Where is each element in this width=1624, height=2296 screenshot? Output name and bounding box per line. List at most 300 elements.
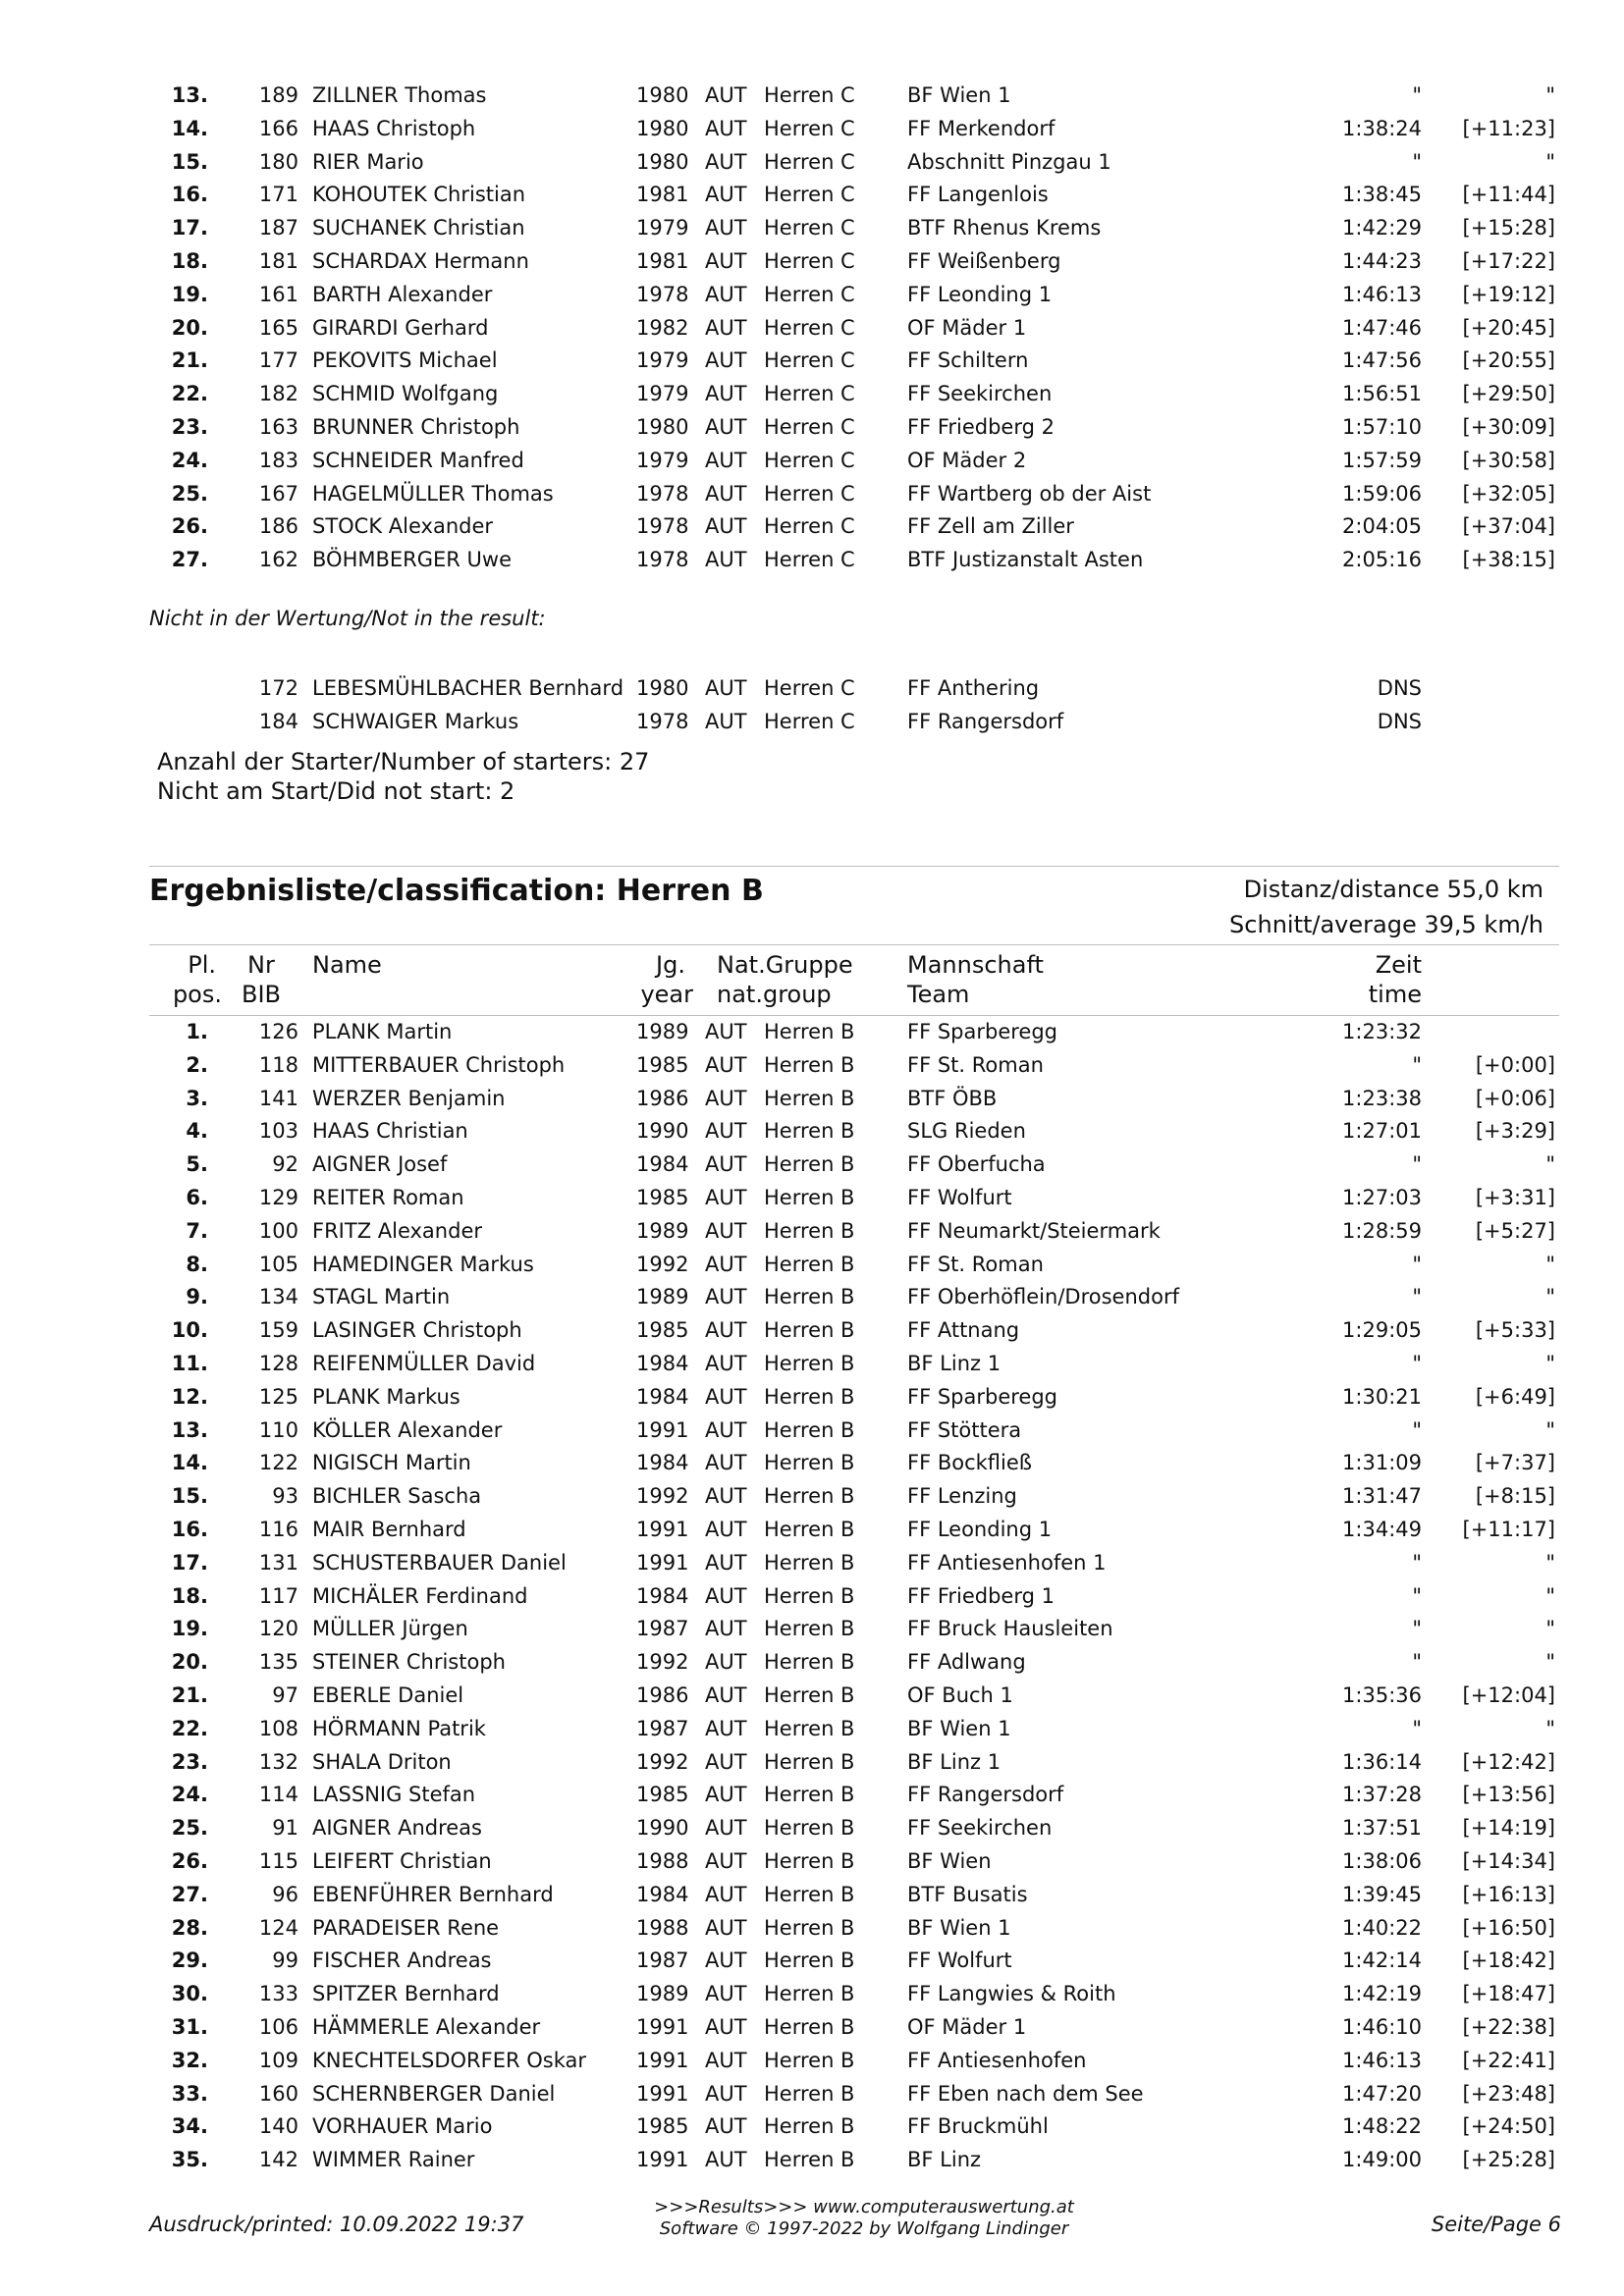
- bib-number: 117: [258, 1583, 298, 1608]
- table-row: [0, 246, 1624, 276]
- birth-year: 1978: [636, 548, 689, 572]
- finish-time: 1:37:28: [1342, 1783, 1422, 1807]
- birth-year: 1985: [636, 2114, 689, 2139]
- time-gap: [+5:27]: [1475, 1218, 1555, 1243]
- nationality: AUT: [705, 1352, 747, 1375]
- team-name: OF Buch 1: [907, 1683, 1013, 1707]
- nationality: AUT: [705, 1816, 747, 1841]
- age-group: Herren C: [764, 448, 855, 472]
- athlete-name: BARTH Alexander: [312, 282, 493, 306]
- finish-time: ": [1412, 1617, 1422, 1641]
- time-gap: ": [1545, 1285, 1555, 1309]
- athlete-name: EBERLE Daniel: [312, 1683, 464, 1707]
- bib-number: 171: [258, 183, 298, 207]
- birth-year: 1984: [636, 1882, 689, 1906]
- athlete-name: LEIFERT Christian: [312, 1849, 492, 1873]
- bib-number: 162: [258, 548, 298, 572]
- birth-year: 1979: [636, 348, 689, 373]
- header-team: Team: [907, 981, 970, 1008]
- age-group: Herren C: [764, 709, 855, 733]
- position: 27.: [171, 548, 208, 572]
- table-row: [0, 1116, 1624, 1146]
- team-name: FF Antiesenhofen 1: [907, 1550, 1107, 1575]
- team-name: FF Weißenberg: [907, 249, 1061, 273]
- bib-number: 118: [258, 1052, 298, 1077]
- position: 25.: [171, 481, 208, 506]
- team-name: FF Oberfucha: [907, 1152, 1046, 1177]
- nationality: AUT: [705, 548, 747, 572]
- time-gap: ": [1545, 83, 1555, 107]
- bib-number: 97: [272, 1683, 298, 1707]
- position: 17.: [171, 1550, 208, 1575]
- birth-year: 1981: [636, 183, 689, 207]
- team-name: FF St. Roman: [907, 1252, 1044, 1276]
- position: 22.: [171, 1716, 208, 1740]
- age-group: Herren B: [764, 1318, 855, 1343]
- finish-time: 1:42:29: [1342, 216, 1422, 240]
- position: 14.: [171, 1451, 208, 1475]
- position: 31.: [171, 2015, 208, 2039]
- team-name: FF Bruckmühl: [907, 2114, 1049, 2139]
- age-group: Herren C: [764, 548, 855, 572]
- time-gap: [+32:05]: [1462, 481, 1555, 506]
- table-row: [0, 1913, 1624, 1943]
- position: 18.: [171, 1583, 208, 1608]
- age-group: Herren C: [764, 249, 855, 273]
- finish-time: ": [1412, 1716, 1422, 1740]
- nationality: AUT: [705, 216, 747, 240]
- header-time: time: [1368, 981, 1422, 1008]
- athlete-name: BICHLER Sascha: [312, 1484, 482, 1509]
- time-gap: [+14:19]: [1462, 1816, 1555, 1841]
- nationality: AUT: [705, 1186, 747, 1209]
- athlete-name: AIGNER Josef: [312, 1152, 448, 1177]
- birth-year: 1991: [636, 2048, 689, 2072]
- athlete-name: KÖLLER Alexander: [312, 1417, 503, 1442]
- age-group: Herren B: [764, 1583, 855, 1608]
- table-row: [0, 1714, 1624, 1743]
- nationality: AUT: [705, 1119, 747, 1144]
- athlete-name: SPITZER Bernhard: [312, 1982, 500, 2006]
- bib-number: 114: [258, 1783, 298, 1807]
- time-gap: [+19:12]: [1462, 282, 1555, 306]
- position: 28.: [171, 1915, 208, 1940]
- nationality: AUT: [705, 1020, 747, 1043]
- athlete-name: SCHWAIGER Markus: [312, 709, 519, 733]
- athlete-name: WERZER Benjamin: [312, 1086, 506, 1110]
- printed-timestamp: Ausdruck/printed: 10.09.2022 19:37: [149, 2213, 524, 2236]
- nationality: AUT: [705, 2148, 747, 2172]
- bib-number: 92: [272, 1152, 298, 1177]
- time-gap: [+22:38]: [1462, 2015, 1555, 2039]
- team-name: SLG Rieden: [907, 1119, 1026, 1144]
- age-group: Herren C: [764, 481, 855, 506]
- birth-year: 1992: [636, 1484, 689, 1509]
- birth-year: 1981: [636, 249, 689, 273]
- finish-time: DNS: [1377, 709, 1422, 733]
- time-gap: [+16:50]: [1462, 1915, 1555, 1940]
- athlete-name: REITER Roman: [312, 1186, 464, 1209]
- position: 23.: [171, 415, 208, 439]
- age-group: Herren B: [764, 1749, 855, 1774]
- age-group: Herren C: [764, 282, 855, 306]
- birth-year: 1989: [636, 1218, 689, 1243]
- age-group: Herren B: [764, 1849, 855, 1873]
- distance-info: Distanz/distance 55,0 km: [1243, 876, 1543, 903]
- finish-time: ": [1412, 1052, 1422, 1077]
- finish-time: 1:39:45: [1342, 1882, 1422, 1906]
- nationality: AUT: [705, 116, 747, 140]
- nationality: AUT: [705, 1583, 747, 1608]
- age-group: Herren B: [764, 1086, 855, 1110]
- bib-number: 126: [258, 1020, 298, 1043]
- athlete-name: BÖHMBERGER Uwe: [312, 548, 513, 572]
- finish-time: 2:04:05: [1342, 514, 1422, 539]
- athlete-name: ZILLNER Thomas: [312, 83, 487, 107]
- team-name: OF Mäder 1: [907, 2015, 1027, 2039]
- finish-time: 1:42:19: [1342, 1982, 1422, 2006]
- athlete-name: SCHMID Wolfgang: [312, 382, 499, 406]
- bib-number: 110: [258, 1417, 298, 1442]
- time-gap: [+11:23]: [1462, 116, 1555, 140]
- birth-year: 1991: [636, 1550, 689, 1575]
- age-group: Herren B: [764, 1518, 855, 1541]
- did-not-start-count: Nicht am Start/Did not start: 2: [157, 777, 515, 805]
- position: 9.: [186, 1285, 208, 1309]
- team-name: FF Bockfließ: [907, 1451, 1033, 1475]
- position: 15.: [171, 149, 208, 174]
- nationality: AUT: [705, 1086, 747, 1110]
- birth-year: 1987: [636, 1617, 689, 1641]
- table-row: [0, 1780, 1624, 1809]
- team-name: BTF Rhenus Krems: [907, 216, 1102, 240]
- age-group: Herren B: [764, 2015, 855, 2039]
- athlete-name: HÖRMANN Patrik: [312, 1716, 486, 1740]
- birth-year: 1986: [636, 1683, 689, 1707]
- bib-number: 163: [258, 415, 298, 439]
- athlete-name: BRUNNER Christoph: [312, 415, 520, 439]
- bib-number: 125: [258, 1384, 298, 1409]
- age-group: Herren C: [764, 116, 855, 140]
- nationality: AUT: [705, 1550, 747, 1575]
- nationality: AUT: [705, 1617, 747, 1641]
- table-row: [0, 1614, 1624, 1643]
- age-group: Herren B: [764, 2148, 855, 2172]
- table-row: [0, 412, 1624, 442]
- table-row: [0, 511, 1624, 541]
- birth-year: 1987: [636, 1949, 689, 1973]
- athlete-name: STAGL Martin: [312, 1285, 451, 1309]
- age-group: Herren B: [764, 1052, 855, 1077]
- table-row: [0, 479, 1624, 508]
- nationality: AUT: [705, 448, 747, 472]
- birth-year: 1978: [636, 514, 689, 539]
- athlete-name: SCHERNBERGER Daniel: [312, 2081, 556, 2106]
- nationality: AUT: [705, 2114, 747, 2139]
- team-name: FF Bruck Hausleiten: [907, 1617, 1113, 1641]
- header-mannschaft: Mannschaft: [907, 951, 1044, 979]
- nationality: AUT: [705, 1252, 747, 1276]
- table-row: [0, 707, 1624, 736]
- team-name: BF Wien 1: [907, 1915, 1011, 1940]
- nationality: AUT: [705, 315, 747, 340]
- table-row: [0, 1448, 1624, 1477]
- age-group: Herren C: [764, 83, 855, 107]
- team-name: BF Wien 1: [907, 83, 1011, 107]
- team-name: BF Linz 1: [907, 1749, 1001, 1774]
- birth-year: 1985: [636, 1186, 689, 1209]
- age-group: Herren B: [764, 2081, 855, 2106]
- finish-time: ": [1412, 1152, 1422, 1177]
- birth-year: 1980: [636, 415, 689, 439]
- position: 19.: [171, 282, 208, 306]
- athlete-name: PLANK Markus: [312, 1384, 460, 1409]
- athlete-name: REIFENMÜLLER David: [312, 1352, 536, 1375]
- birth-year: 1980: [636, 116, 689, 140]
- table-row: [0, 1216, 1624, 1246]
- table-row: [0, 1813, 1624, 1842]
- bib-number: 166: [258, 116, 298, 140]
- section-divider: [149, 866, 1559, 867]
- time-gap: [+12:04]: [1462, 1683, 1555, 1707]
- position: 14.: [171, 116, 208, 140]
- bib-number: 186: [258, 514, 298, 539]
- team-name: FF Rangersdorf: [907, 709, 1064, 733]
- finish-time: 1:35:36: [1342, 1683, 1422, 1707]
- table-row: [0, 1846, 1624, 1876]
- table-row: [0, 1349, 1624, 1378]
- nationality: AUT: [705, 1749, 747, 1774]
- time-gap: ": [1545, 1152, 1555, 1177]
- table-row: [0, 1183, 1624, 1212]
- bib-number: 106: [258, 2015, 298, 2039]
- team-name: FF Anthering: [907, 676, 1040, 700]
- birth-year: 1991: [636, 1518, 689, 1541]
- position: 19.: [171, 1617, 208, 1641]
- age-group: Herren C: [764, 216, 855, 240]
- page-number: Seite/Page 6: [1431, 2213, 1561, 2236]
- bib-number: 177: [258, 348, 298, 373]
- birth-year: 1990: [636, 1816, 689, 1841]
- header-nat-gruppe: Nat.Gruppe: [717, 951, 853, 979]
- team-name: FF Attnang: [907, 1318, 1020, 1343]
- position: 32.: [171, 2048, 208, 2072]
- bib-number: 189: [258, 83, 298, 107]
- bib-number: 172: [258, 676, 298, 700]
- finish-time: 1:23:32: [1342, 1020, 1422, 1043]
- bib-number: 132: [258, 1749, 298, 1774]
- time-gap: [+0:06]: [1475, 1086, 1555, 1110]
- athlete-name: MAIR Bernhard: [312, 1518, 466, 1541]
- finish-time: 1:38:45: [1342, 183, 1422, 207]
- finish-time: 1:28:59: [1342, 1218, 1422, 1243]
- nationality: AUT: [705, 676, 747, 700]
- time-gap: [+30:09]: [1462, 415, 1555, 439]
- position: 29.: [171, 1949, 208, 1973]
- bib-number: 180: [258, 149, 298, 174]
- finish-time: 1:37:51: [1342, 1816, 1422, 1841]
- table-row: [0, 1647, 1624, 1677]
- bib-number: 134: [258, 1285, 298, 1309]
- finish-time: 1:57:10: [1342, 415, 1422, 439]
- age-group: Herren C: [764, 676, 855, 700]
- athlete-name: MÜLLER Jürgen: [312, 1617, 468, 1641]
- position: 8.: [186, 1252, 208, 1276]
- age-group: Herren C: [764, 382, 855, 406]
- time-gap: [+18:47]: [1462, 1982, 1555, 2006]
- team-name: FF Rangersdorf: [907, 1783, 1064, 1807]
- bib-number: 131: [258, 1550, 298, 1575]
- age-group: Herren B: [764, 2114, 855, 2139]
- table-row: [0, 1017, 1624, 1046]
- age-group: Herren C: [764, 183, 855, 207]
- finish-time: 1:49:00: [1342, 2148, 1422, 2172]
- header-divider: [149, 944, 1559, 945]
- table-row: [0, 1581, 1624, 1611]
- bib-number: 105: [258, 1252, 298, 1276]
- position: 26.: [171, 514, 208, 539]
- athlete-name: SUCHANEK Christian: [312, 216, 525, 240]
- header-nat-group: nat.group: [717, 981, 832, 1008]
- bib-number: 159: [258, 1318, 298, 1343]
- athlete-name: LASSNIG Stefan: [312, 1783, 476, 1807]
- age-group: Herren C: [764, 514, 855, 539]
- time-gap: [+30:58]: [1462, 448, 1555, 472]
- team-name: FF Neumarkt/Steiermark: [907, 1218, 1161, 1243]
- birth-year: 1985: [636, 1318, 689, 1343]
- age-group: Herren B: [764, 1882, 855, 1906]
- age-group: Herren B: [764, 1617, 855, 1641]
- birth-year: 1991: [636, 2148, 689, 2172]
- bib-number: 141: [258, 1086, 298, 1110]
- birth-year: 1987: [636, 1716, 689, 1740]
- software-credit: [550, 2197, 1178, 2240]
- position: 13.: [171, 1417, 208, 1442]
- position: 16.: [171, 183, 208, 207]
- nationality: AUT: [705, 282, 747, 306]
- table-row: [0, 2145, 1624, 2174]
- birth-year: 1992: [636, 1650, 689, 1675]
- athlete-name: SCHNEIDER Manfred: [312, 448, 524, 472]
- age-group: Herren B: [764, 1119, 855, 1144]
- team-name: Abschnitt Pinzgau 1: [907, 149, 1111, 174]
- athlete-name: HAAS Christian: [312, 1119, 468, 1144]
- position: 21.: [171, 348, 208, 373]
- table-row: [0, 346, 1624, 375]
- time-gap: [+38:15]: [1462, 548, 1555, 572]
- birth-year: 1986: [636, 1086, 689, 1110]
- position: 7.: [186, 1218, 208, 1243]
- position: 24.: [171, 448, 208, 472]
- time-gap: [+14:34]: [1462, 1849, 1555, 1873]
- finish-time: ": [1412, 1252, 1422, 1276]
- finish-time: 1:46:13: [1342, 282, 1422, 306]
- header-pos: pos.: [172, 981, 222, 1008]
- athlete-name: VORHAUER Mario: [312, 2114, 493, 2139]
- age-group: Herren B: [764, 2048, 855, 2072]
- finish-time: 1:23:38: [1342, 1086, 1422, 1110]
- bib-number: 108: [258, 1716, 298, 1740]
- bib-number: 161: [258, 282, 298, 306]
- table-row: [0, 1382, 1624, 1412]
- athlete-name: PARADEISER Rene: [312, 1915, 500, 1940]
- software-line: Software © 1997-2022 by Wolfgang Lindinger: [659, 2218, 1069, 2239]
- age-group: Herren B: [764, 1949, 855, 1973]
- bib-number: 187: [258, 216, 298, 240]
- age-group: Herren B: [764, 1783, 855, 1807]
- table-row: [0, 1481, 1624, 1511]
- team-name: FF Seekirchen: [907, 382, 1053, 406]
- team-name: FF Sparberegg: [907, 1020, 1057, 1043]
- position: 17.: [171, 216, 208, 240]
- table-row: [0, 446, 1624, 475]
- birth-year: 1979: [636, 382, 689, 406]
- team-name: FF Zell am Ziller: [907, 514, 1074, 539]
- table-row: [0, 147, 1624, 177]
- team-name: FF Sparberegg: [907, 1384, 1057, 1409]
- birth-year: 1978: [636, 282, 689, 306]
- team-name: FF Leonding 1: [907, 282, 1053, 306]
- nationality: AUT: [705, 382, 747, 406]
- average-info: Schnitt/average 39,5 km/h: [1229, 911, 1543, 938]
- athlete-name: HAAS Christoph: [312, 116, 476, 140]
- birth-year: 1989: [636, 1982, 689, 2006]
- time-gap: [+24:50]: [1462, 2114, 1555, 2139]
- finish-time: 1:29:05: [1342, 1318, 1422, 1343]
- time-gap: [+0:00]: [1475, 1052, 1555, 1077]
- table-row: [0, 2012, 1624, 2042]
- finish-time: 1:46:13: [1342, 2048, 1422, 2072]
- finish-time: 1:30:21: [1342, 1384, 1422, 1409]
- bib-number: 99: [272, 1949, 298, 1973]
- nationality: AUT: [705, 1518, 747, 1541]
- nationality: AUT: [705, 1152, 747, 1177]
- table-row: [0, 1548, 1624, 1577]
- table-header-divider: [149, 1015, 1559, 1016]
- birth-year: 1980: [636, 676, 689, 700]
- athlete-name: SHALA Driton: [312, 1749, 452, 1774]
- nationality: AUT: [705, 1318, 747, 1343]
- bib-number: 181: [258, 249, 298, 273]
- table-row: [0, 313, 1624, 343]
- birth-year: 1984: [636, 1352, 689, 1375]
- table-row: [0, 1515, 1624, 1544]
- team-name: FF Adlwang: [907, 1650, 1026, 1675]
- athlete-name: MICHÄLER Ferdinand: [312, 1583, 528, 1608]
- bib-number: 122: [258, 1451, 298, 1475]
- time-gap: ": [1545, 1252, 1555, 1276]
- age-group: Herren B: [764, 1020, 855, 1043]
- birth-year: 1988: [636, 1915, 689, 1940]
- time-gap: ": [1545, 1650, 1555, 1675]
- finish-time: 2:05:16: [1342, 548, 1422, 572]
- starters-count: Anzahl der Starter/Number of starters: 27: [157, 748, 650, 775]
- nationality: AUT: [705, 348, 747, 373]
- table-row: [0, 2111, 1624, 2141]
- nationality: AUT: [705, 1882, 747, 1906]
- time-gap: ": [1545, 1583, 1555, 1608]
- finish-time: 1:48:22: [1342, 2114, 1422, 2139]
- time-gap: [+6:49]: [1475, 1384, 1555, 1409]
- athlete-name: EBENFÜHRER Bernhard: [312, 1882, 554, 1906]
- team-name: FF Stöttera: [907, 1417, 1022, 1442]
- bib-number: 184: [258, 709, 298, 733]
- nationality: AUT: [705, 1716, 747, 1740]
- bib-number: 167: [258, 481, 298, 506]
- table-row: [0, 180, 1624, 209]
- bib-number: 182: [258, 382, 298, 406]
- team-name: FF Wolfurt: [907, 1186, 1012, 1209]
